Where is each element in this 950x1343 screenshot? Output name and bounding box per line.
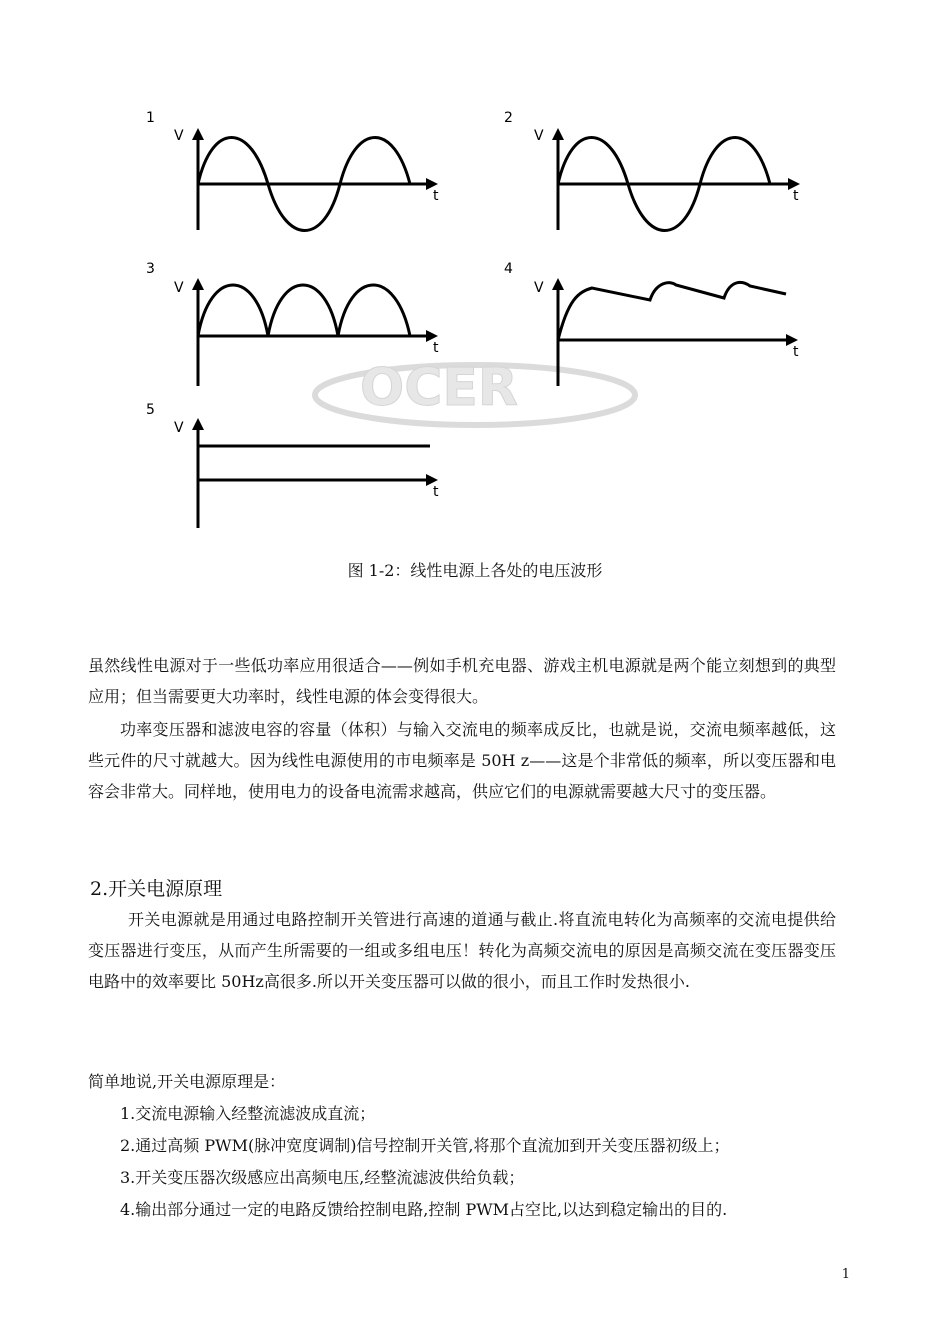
y-axis-arrow [552,128,564,140]
y-axis-arrow [192,278,204,290]
panel-number: 3 [146,261,155,277]
paragraph-linear-intro: 虽然线性电源对于一些低功率应用很适合——例如手机充电器、游戏主机电源就是两个能立刻想到的典型应用；但当需要更大功率时，线性电源的体会变得很大。 [88,656,836,706]
x-axis-label: t [793,188,799,204]
voltage-waveform-figure [130,100,810,540]
principle-step-4: 4.输出部分通过一定的电路反馈给控制电路,控制 PWM占空比,以达到稳定输出的目的. [120,1200,728,1219]
x-axis-label: t [793,344,799,360]
panel-number: 2 [504,110,513,126]
panel-number: 5 [146,402,155,418]
ripple-wave [558,282,786,340]
y-axis-label: V [174,128,184,144]
principle-step-3: 3.开关变压器次级感应出高频电压,经整流滤波供给负载； [120,1168,525,1187]
x-axis-label: t [433,484,439,500]
paragraph-switching-body: 开关电源就是用通过电路控制开关管进行高速的道通与截止.将直流电转化为高频率的交流电提供给变压器进行变压，从而产生所需要的一组或多组电压！转化为高频交流电的原因是高频交流在变压器变压电路中的效率要比 50Hz高很多.所以开关变压器可以做的很小，而且工作时发热很小. [88,910,836,991]
principle-step-2: 2.通过高频 PWM(脉冲宽度调制)信号控制开关管,将那个直流加到开关变压器初级上； [120,1136,730,1155]
y-axis-arrow [192,128,204,140]
ocer-watermark [315,358,635,425]
y-axis-arrow [192,418,204,430]
paragraph-frequency: 功率变压器和滤波电容的容量（体积）与输入交流电的频率成反比，也就是说，交流电频率越低，这些元件的尺寸就越大。因为线性电源使用的市电频率是 50H z——这是个非常低的频率，所以变压器和电容会非常大。同样地，使用电力的设备电流需求越高，供应它们的电源就需要越大尺寸的变压器。 [88,720,836,801]
y-axis-label: V [174,420,184,436]
principle-step-1: 1.交流电源输入经整流滤波成直流； [120,1104,376,1123]
panel-2 [504,110,800,231]
panel-1 [146,110,439,231]
x-axis-label: t [433,340,439,356]
figure-caption: 图 1-2：线性电源上各处的电压波形 [347,561,603,580]
y-axis-label: V [534,128,544,144]
page-number: 1 [841,1267,850,1282]
rectified-wave [198,285,410,336]
x-axis-label: t [433,188,439,204]
panel-number: 1 [146,110,155,126]
y-axis-arrow [552,278,564,290]
panel-number: 4 [504,261,513,277]
principle-intro: 简单地说,开关电源原理是： [88,1072,286,1091]
watermark-text: OCER [360,358,518,418]
section-heading: 2.开关电源原理 [90,878,223,900]
y-axis-label: V [174,280,184,296]
y-axis-label: V [534,280,544,296]
